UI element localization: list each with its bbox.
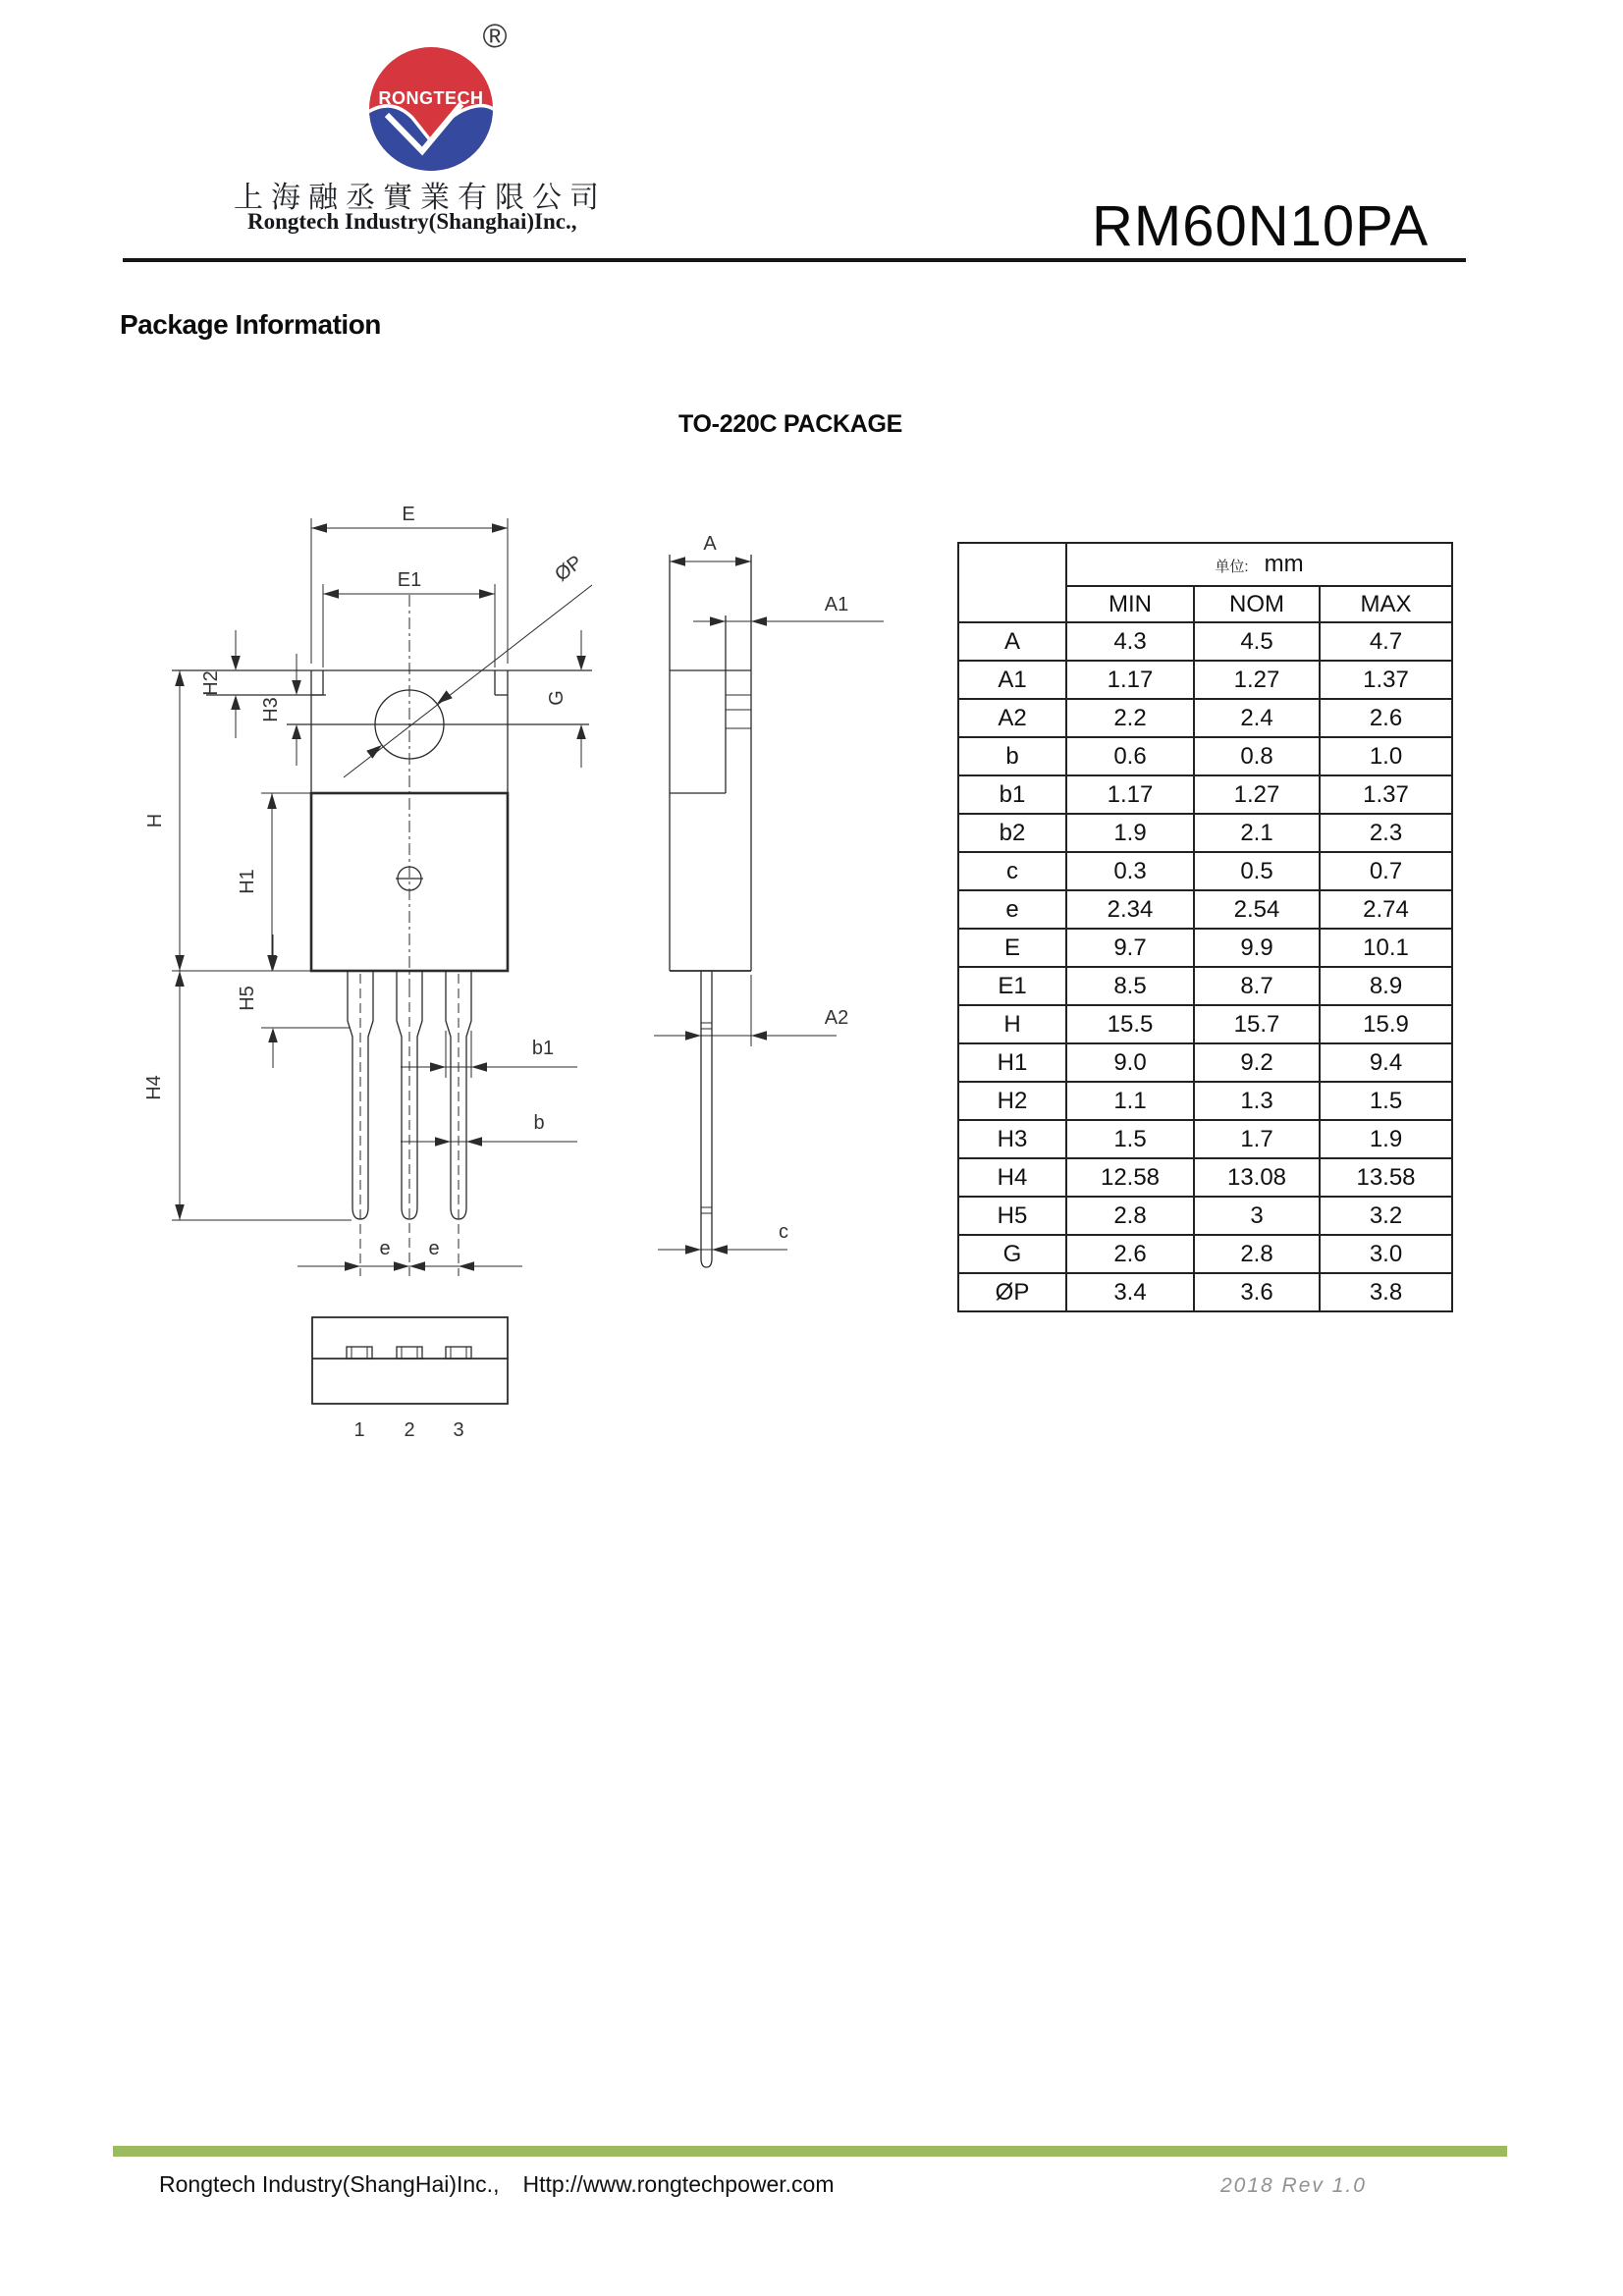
dim-value: 4.5 [1194,622,1320,661]
dim-value: 1.5 [1320,1082,1452,1120]
package-drawings [98,442,982,1502]
dim-value: 2.74 [1320,890,1452,929]
dim-value: 2.2 [1066,699,1194,737]
table-row [958,775,1452,814]
dim-value: 2.6 [1320,699,1452,737]
dim-label-b: b [533,1112,545,1134]
table-row [958,737,1452,775]
dim-value: 1.5 [1066,1120,1194,1158]
dim-value: 1.27 [1194,775,1320,814]
table-row [958,1197,1452,1235]
dim-value: 3 [1194,1197,1320,1235]
dim-param: H1 [958,1043,1066,1082]
part-number: RM60N10PA [1092,194,1430,258]
dim-value: 0.8 [1194,737,1320,775]
dim-value: 1.1 [1066,1082,1194,1120]
dim-label-OP: ØP [551,551,587,586]
package-drawing-title: TO-220C PACKAGE [678,410,902,438]
dim-param: A2 [958,699,1066,737]
dim-value: 0.5 [1194,852,1320,890]
dim-value: 2.8 [1066,1197,1194,1235]
dim-label-H5: H5 [237,986,258,1011]
dim-value: 0.6 [1066,737,1194,775]
dim-value: 2.1 [1194,814,1320,852]
dim-label-H1: H1 [237,869,258,894]
unit-label: 单位: [1215,559,1249,575]
table-row [958,1043,1452,1082]
pin-number-2: 2 [404,1419,415,1441]
dim-value: 1.9 [1066,814,1194,852]
header-divider [123,258,1466,262]
dim-label-A: A [703,533,717,555]
table-row [958,699,1452,737]
logo-brand-text: RONGTECH [378,88,484,108]
unit-header-cell [1066,543,1452,586]
front-view [143,504,592,1276]
dim-value: 3.2 [1320,1197,1452,1235]
dim-label-c: c [779,1221,788,1243]
dim-value: 2.6 [1066,1235,1194,1273]
side-view [654,533,884,1267]
table-row [958,1082,1452,1120]
table-row [958,1005,1452,1043]
dim-value: 1.9 [1320,1120,1452,1158]
dim-value: 15.9 [1320,1005,1452,1043]
dim-param: H2 [958,1082,1066,1120]
company-name-chinese: 上海融丞實業有限公司 [234,182,607,214]
dim-value: 1.3 [1194,1082,1320,1120]
dim-label-E: E [402,504,415,525]
footer-website: Http://www.rongtechpower.com [522,2171,835,2197]
table-row [958,890,1452,929]
column-header-min: MIN [1066,586,1194,622]
registered-trademark-icon: ® [482,18,508,55]
table-row [958,929,1452,967]
dim-value: 8.9 [1320,967,1452,1005]
table-row [958,622,1452,661]
dim-value: 2.3 [1320,814,1452,852]
column-header-nom: NOM [1194,586,1320,622]
dim-value: 2.34 [1066,890,1194,929]
footer-revision: 2018 Rev 1.0 [1220,2174,1367,2197]
dim-label-H2: H2 [200,670,222,696]
dim-param: b [958,737,1066,775]
footer-company-line [159,2171,835,2198]
dim-value: 2.54 [1194,890,1320,929]
company-name-english: Rongtech Industry(Shanghai)Inc., [247,209,577,234]
dimension-table [957,542,1453,1312]
page-title: Package Information [120,309,381,340]
dim-value: 1.37 [1320,775,1452,814]
pin-number-3: 3 [453,1419,464,1441]
dim-param: E1 [958,967,1066,1005]
column-header-max: MAX [1320,586,1452,622]
table-row [958,814,1452,852]
dim-label-A2: A2 [824,1007,849,1029]
table-row [958,852,1452,890]
dim-value: 4.7 [1320,622,1452,661]
dim-label-G: G [546,690,568,706]
dim-param: A1 [958,661,1066,699]
dim-value: 1.17 [1066,661,1194,699]
dimension-table-body [958,622,1452,1311]
dim-value: 2.8 [1194,1235,1320,1273]
bottom-view-pins [347,1347,471,1359]
dim-param: b2 [958,814,1066,852]
pin-number-1: 1 [353,1419,365,1441]
dim-param: E [958,929,1066,967]
unit-value: mm [1264,551,1304,577]
bottom-view [312,1317,508,1441]
dim-value: 1.17 [1066,775,1194,814]
dim-param: H [958,1005,1066,1043]
dim-label-b1: b1 [531,1038,555,1059]
dim-value: 9.7 [1066,929,1194,967]
dim-param: ØP [958,1273,1066,1311]
rongtech-logo [352,14,511,177]
dim-value: 0.7 [1320,852,1452,890]
dim-value: 13.08 [1194,1158,1320,1197]
table-row [958,1273,1452,1311]
dim-value: 2.4 [1194,699,1320,737]
dim-label-H4: H4 [143,1075,165,1100]
dim-param: H3 [958,1120,1066,1158]
table-row [958,1158,1452,1197]
dim-param: e [958,890,1066,929]
dim-param: H4 [958,1158,1066,1197]
dim-label-H3: H3 [260,697,282,722]
dim-value: 1.7 [1194,1120,1320,1158]
dim-value: 1.27 [1194,661,1320,699]
dim-value: 3.4 [1066,1273,1194,1311]
footer-bar [113,2146,1507,2157]
dim-value: 0.3 [1066,852,1194,890]
dim-value: 1.0 [1320,737,1452,775]
dim-value: 3.0 [1320,1235,1452,1273]
dim-value: 9.2 [1194,1043,1320,1082]
dim-value: 3.8 [1320,1273,1452,1311]
dim-value: 4.3 [1066,622,1194,661]
dim-value: 1.37 [1320,661,1452,699]
dim-value: 12.58 [1066,1158,1194,1197]
dim-value: 3.6 [1194,1273,1320,1311]
dim-param: b1 [958,775,1066,814]
dim-param: A [958,622,1066,661]
table-row [958,661,1452,699]
dim-param: H5 [958,1197,1066,1235]
dim-label-H: H [144,813,166,828]
dim-param: c [958,852,1066,890]
dimension-table-container [957,542,1453,1312]
dim-value: 13.58 [1320,1158,1452,1197]
dim-param: G [958,1235,1066,1273]
dim-value: 15.7 [1194,1005,1320,1043]
dim-value: 8.7 [1194,967,1320,1005]
dim-value: 9.9 [1194,929,1320,967]
dim-value: 15.5 [1066,1005,1194,1043]
dim-value: 10.1 [1320,929,1452,967]
dim-value: 8.5 [1066,967,1194,1005]
table-row [958,967,1452,1005]
dim-label-A1: A1 [824,594,849,615]
dim-label-e-left: e [379,1238,391,1259]
footer-company: Rongtech Industry(ShangHai)Inc., [159,2171,500,2197]
dim-value: 9.4 [1320,1043,1452,1082]
table-row [958,1120,1452,1158]
dim-label-E1: E1 [397,569,422,591]
dim-label-e-right: e [428,1238,440,1259]
dim-value: 9.0 [1066,1043,1194,1082]
table-corner-cell [958,543,1066,622]
table-row [958,1235,1452,1273]
